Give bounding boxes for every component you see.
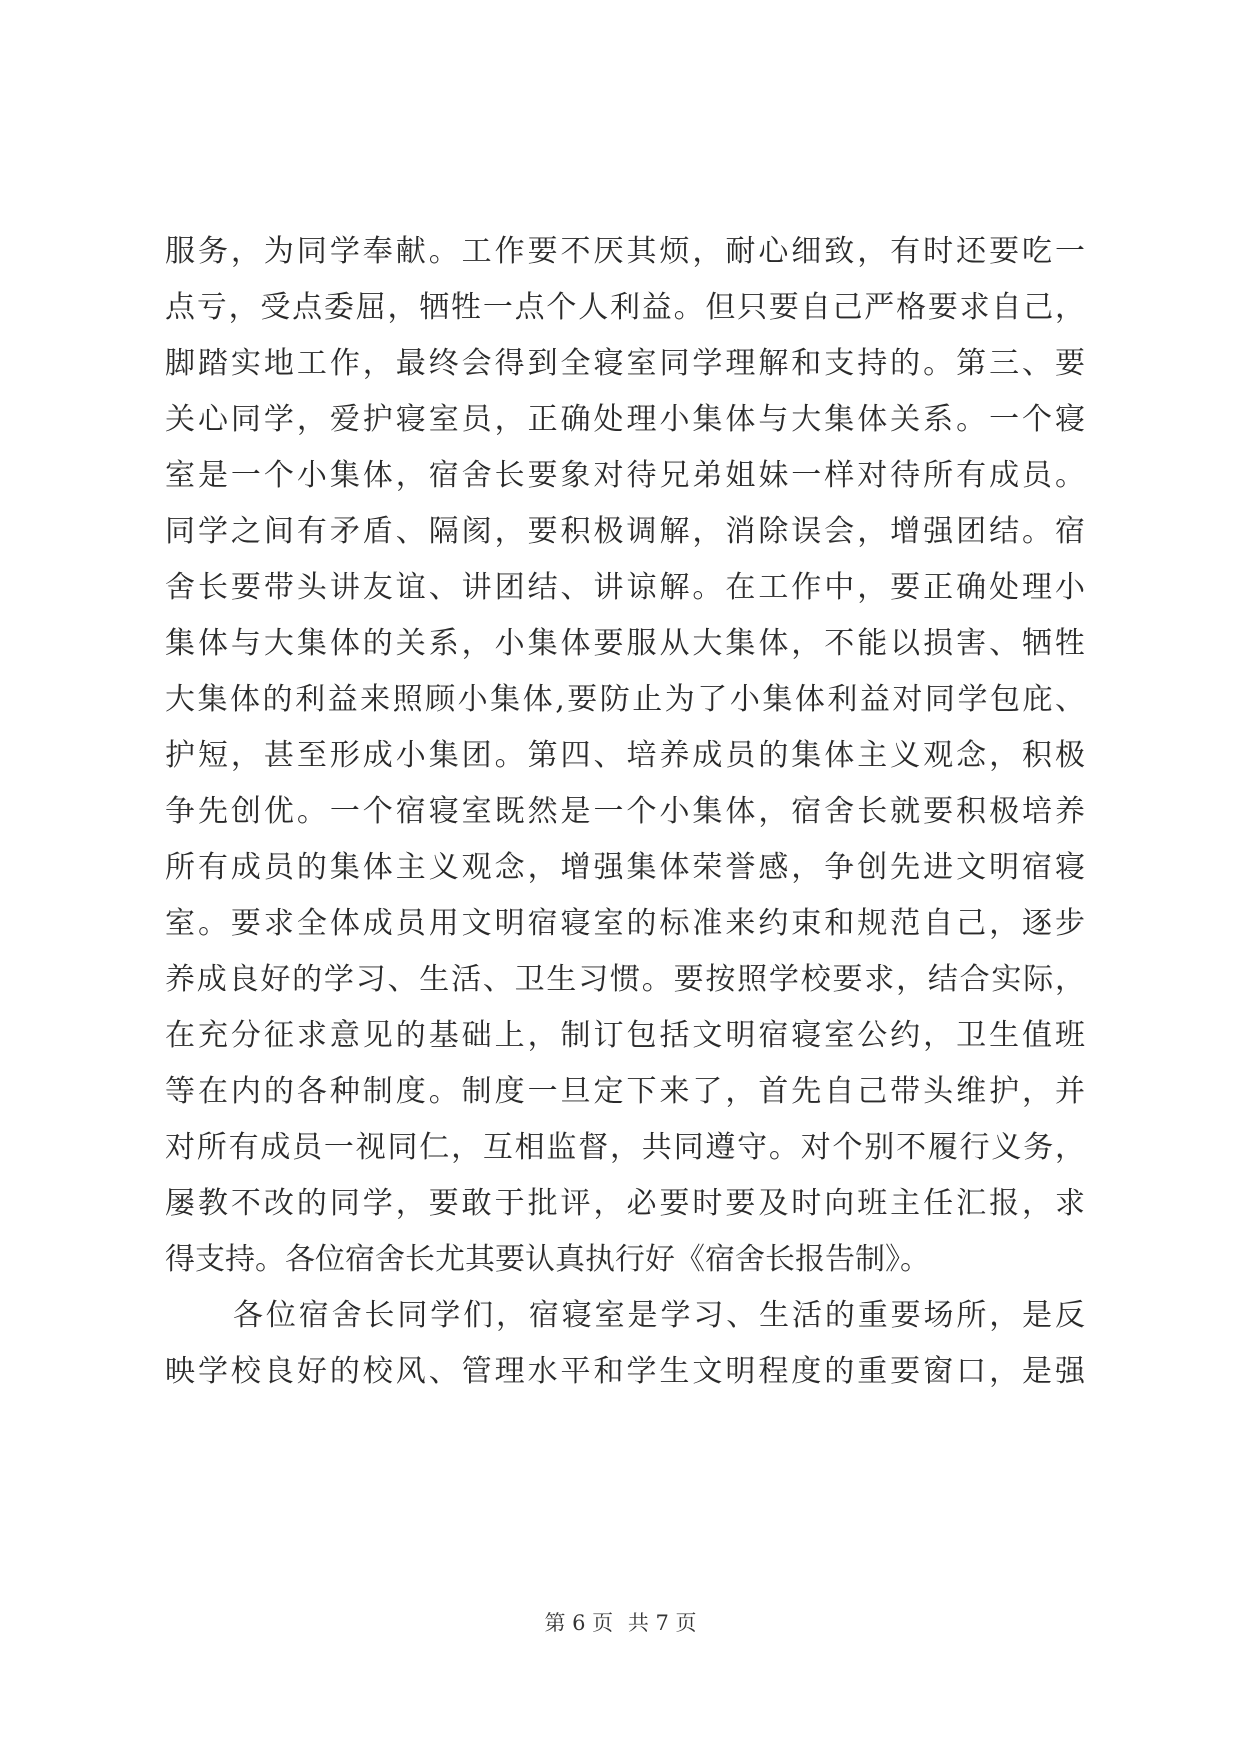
text-line: 争先创优。一个宿寝室既然是一个小集体，宿舍长就要积极培养: [165, 794, 1085, 829]
text-line: 在充分征求意见的基础上，制订包括文明宿寝室公约，卫生值班: [165, 1018, 1085, 1053]
text-line: 养成良好的学习、生活、卫生习惯。要按照学校要求，结合实际，: [165, 962, 1085, 997]
text-line: 等在内的各种制度。制度一旦定下来了，首先自己带头维护，并: [165, 1074, 1085, 1109]
text-line: 舍长要带头讲友谊、讲团结、讲谅解。在工作中，要正确处理小: [165, 570, 1085, 605]
page-number-total: 共 7 页: [627, 1611, 697, 1635]
text-line: 对所有成员一视同仁，互相监督，共同遵守。对个别不履行义务，: [165, 1130, 1085, 1165]
paragraph-first-line: 各位宿舍长同学们，宿寝室是学习、生活的重要场所，是反: [233, 1298, 1085, 1333]
page-footer: [0, 1609, 1241, 1637]
text-line: 护短，甚至形成小集团。第四、培养成员的集体主义观念，积极: [165, 738, 1085, 773]
text-line: 屡教不改的同学，要敢于批评，必要时要及时向班主任汇报，求: [165, 1186, 1085, 1221]
document-body: [165, 224, 1085, 1400]
text-line: 大集体的利益来照顾小集体,要防止为了小集体利益对同学包庇、: [165, 682, 1085, 717]
text-line: 服务，为同学奉献。工作要不厌其烦，耐心细致，有时还要吃一: [165, 234, 1085, 269]
paragraph-end-line: 得支持。各位宿舍长尤其要认真执行好《宿舍长报告制》。: [165, 1242, 930, 1277]
text-line: 映学校良好的校风、管理水平和学生文明程度的重要窗口，是强: [165, 1354, 1085, 1389]
text-line: 室。要求全体成员用文明宿寝室的标准来约束和规范自己，逐步: [165, 906, 1085, 941]
text-line: 关心同学，爱护寝室员，正确处理小集体与大集体关系。一个寝: [165, 402, 1085, 437]
text-line: 集体与大集体的关系，小集体要服从大集体，不能以损害、牺牲: [165, 626, 1085, 661]
text-line: 所有成员的集体主义观念，增强集体荣誉感，争创先进文明宿寝: [165, 850, 1085, 885]
text-line: 点亏，受点委屈，牺牲一点个人利益。但只要自己严格要求自己，: [165, 290, 1085, 325]
text-line: 同学之间有矛盾、隔阂，要积极调解，消除误会，增强团结。宿: [165, 514, 1085, 549]
page-number-current: 第 6 页: [544, 1611, 614, 1635]
text-line: 脚踏实地工作，最终会得到全寝室同学理解和支持的。第三、要: [165, 346, 1085, 381]
text-line: 室是一个小集体，宿舍长要象对待兄弟姐妹一样对待所有成员。: [165, 458, 1085, 493]
